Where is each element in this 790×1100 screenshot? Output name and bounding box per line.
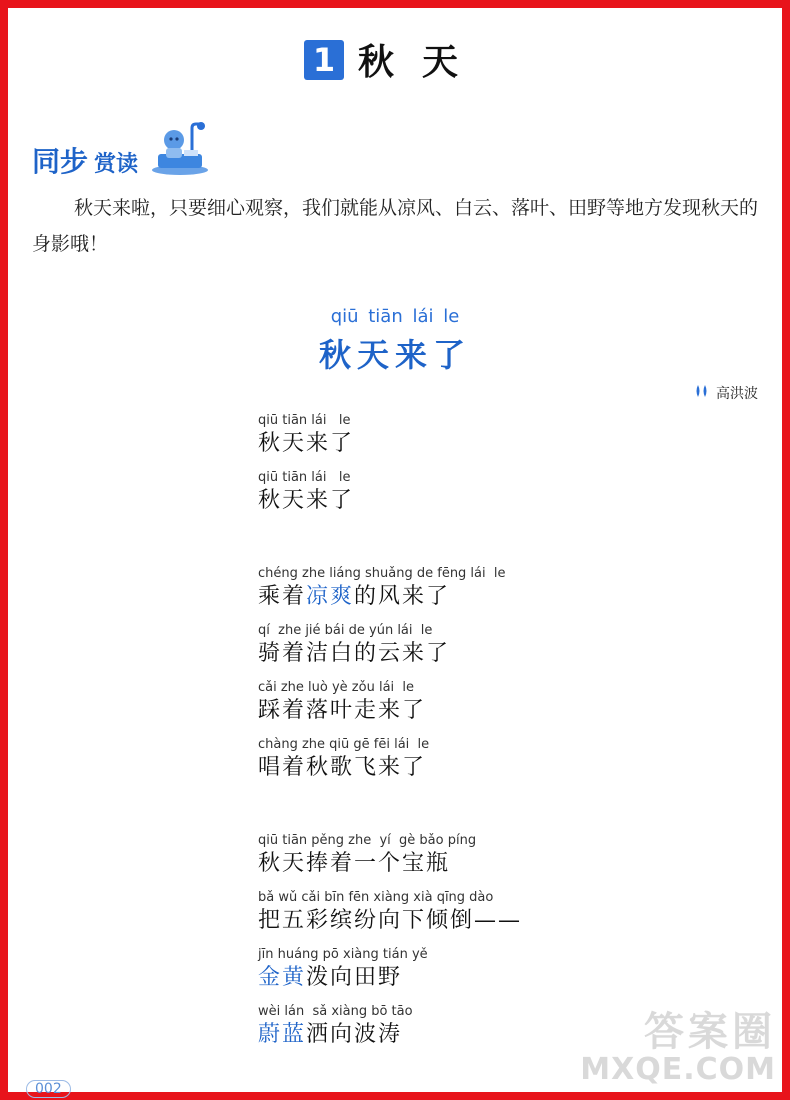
poem-line-pinyin: qiū tiān lái le	[258, 470, 351, 485]
poem-line-pinyin: chéng zhe liáng shuǎng de fēng lái le	[258, 566, 506, 581]
double-drop-icon	[694, 384, 710, 402]
poem-line	[258, 413, 354, 459]
poem-line	[258, 470, 354, 516]
poem-line-text	[258, 582, 506, 612]
poem-line	[258, 890, 522, 936]
lesson-heading	[0, 34, 790, 85]
watermark-line1: 答案圈	[644, 1009, 776, 1055]
poem-line	[258, 566, 506, 612]
poem-line-text	[258, 429, 354, 459]
poem-text-segment: 秋天来了	[258, 431, 355, 456]
poem-line-text	[258, 906, 522, 936]
lesson-number-badge: 1	[304, 40, 344, 80]
watermark-line2: MXQE.COM	[580, 1052, 776, 1087]
poem-line-text	[258, 753, 429, 783]
poem-title-pinyin: qiū tiān lái le	[330, 306, 460, 327]
poem-line-pinyin: qiū tiān pěng zhe yí gè bǎo píng	[258, 833, 477, 848]
poem-line	[258, 947, 428, 993]
poem-title: 秋天来了	[318, 336, 471, 374]
page-number: 002	[26, 1080, 71, 1098]
poem-line-text	[258, 639, 450, 669]
poem-line	[258, 1004, 413, 1050]
highlighted-word: 蔚蓝	[258, 1022, 307, 1047]
section-label-light: 赏读	[94, 151, 139, 177]
poem-text-segment: 泼向田野	[306, 965, 403, 990]
poem-line-pinyin: qí zhe jié bái de yún lái le	[258, 623, 433, 638]
poem-author	[694, 383, 758, 403]
poem-text-segment: 秋天来了	[258, 488, 355, 513]
highlighted-word: 凉爽	[306, 584, 355, 609]
poem-line	[258, 680, 426, 726]
poem-line-text	[258, 963, 428, 993]
poem-text-segment: 把五彩缤纷向下倾倒——	[258, 908, 523, 933]
poem-line	[258, 833, 476, 879]
poem-line-text	[258, 696, 426, 726]
poem-text-segment: 秋天捧着一个宝瓶	[258, 851, 451, 876]
poem-text-segment: 踩着落叶走来了	[258, 698, 427, 723]
poem-line-pinyin: bǎ wǔ cǎi bīn fēn xiàng xià qīng dào	[258, 890, 494, 905]
poem-text-segment: 的风来了	[354, 584, 451, 609]
highlighted-word: 金黄	[258, 965, 307, 990]
reading-child-icon	[148, 120, 212, 180]
poem-text-segment: 唱着秋歌飞来了	[258, 755, 427, 780]
poem-text-segment: 洒向波涛	[306, 1022, 403, 1047]
poem-line-pinyin: qiū tiān lái le	[258, 413, 351, 428]
poem-line-text	[258, 486, 354, 516]
section-heading	[32, 120, 212, 180]
poem-line-text	[258, 849, 476, 879]
poem-line	[258, 623, 450, 669]
intro-paragraph: 秋天来啦，只要细心观察，我们就能从凉风、白云、落叶、田野等地方发现秋天的身影哦！	[32, 197, 759, 255]
section-label-strong: 同步	[32, 145, 89, 178]
lesson-title: 秋天	[357, 41, 486, 83]
author-name: 高洪波	[716, 386, 758, 402]
poem-line-pinyin: wèi lán sǎ xiàng bō tāo	[258, 1004, 413, 1019]
poem-line-pinyin: cǎi zhe luò yè zǒu lái le	[258, 680, 415, 695]
poem-line-pinyin: jīn huáng pō xiàng tián yě	[258, 947, 428, 962]
poem-text-segment: 乘着	[258, 584, 307, 609]
poem-line	[258, 737, 429, 783]
poem-line-text	[258, 1020, 413, 1050]
watermark	[580, 1010, 776, 1086]
poem-text-segment: 骑着洁白的云来了	[258, 641, 451, 666]
poem-line-pinyin: chàng zhe qiū gē fēi lái le	[258, 737, 430, 752]
